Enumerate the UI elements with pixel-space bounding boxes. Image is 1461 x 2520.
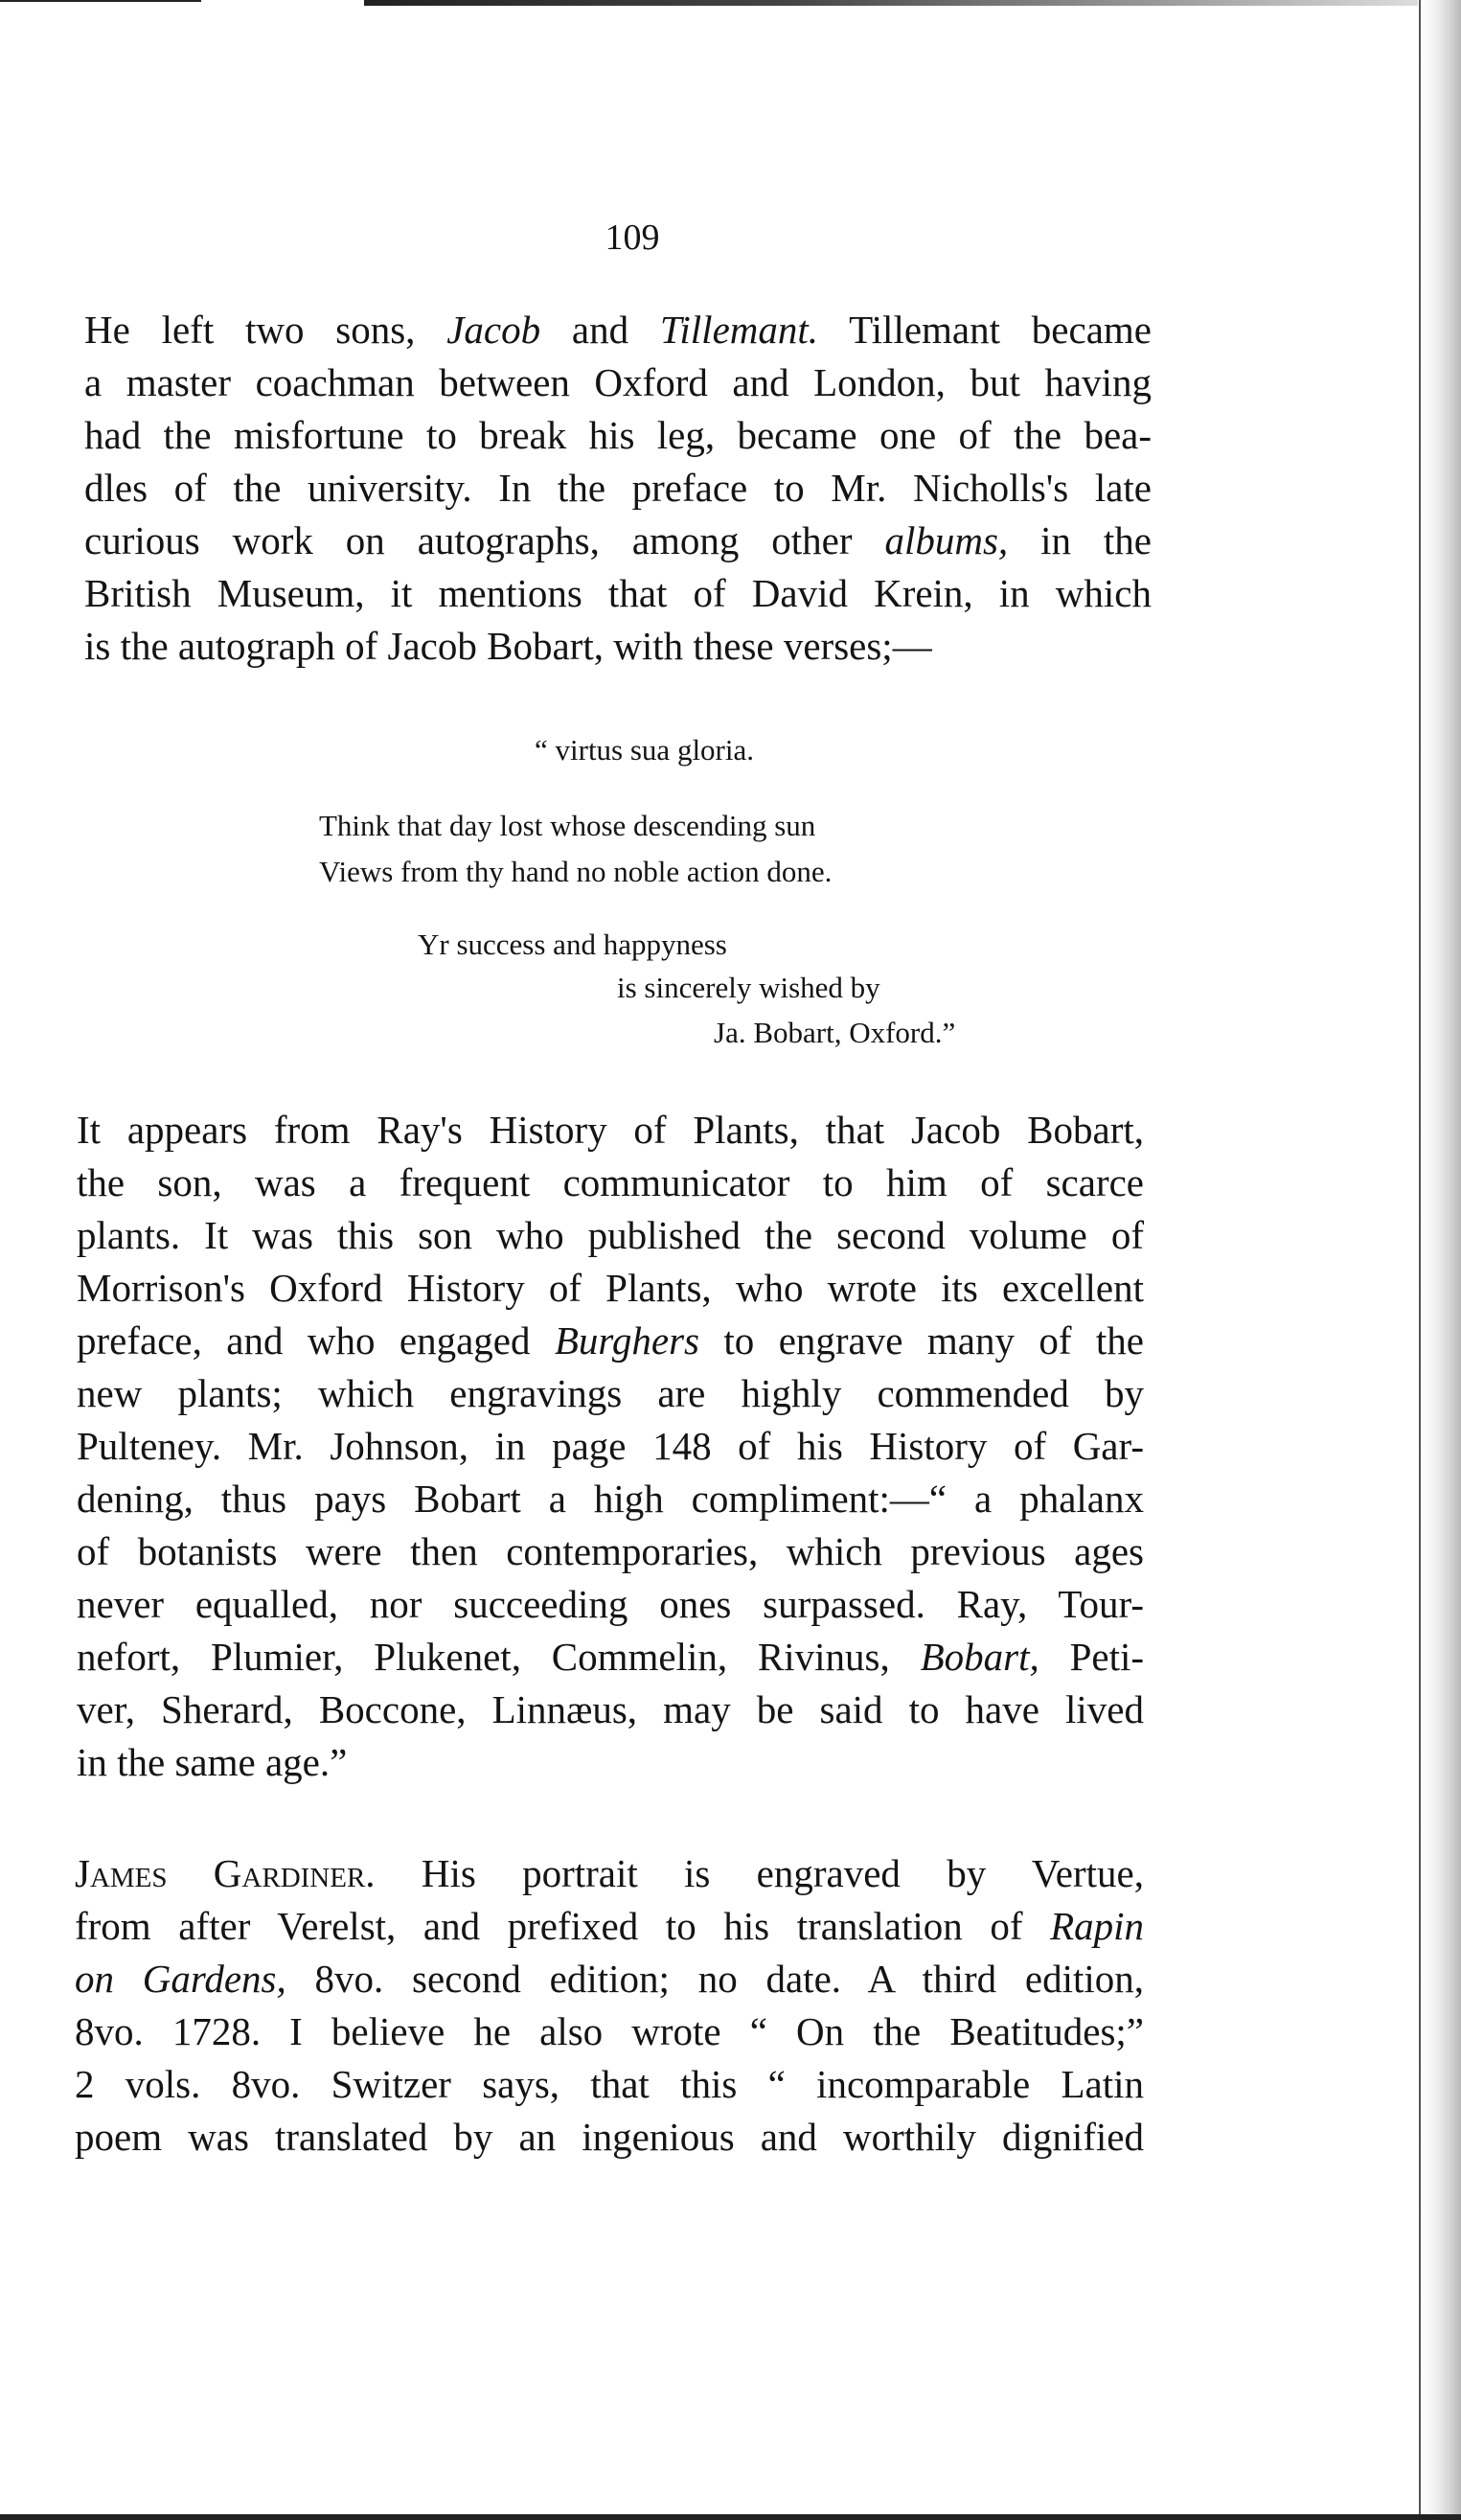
verse-signature: Ja. Bobart, Oxford.” [714, 1016, 956, 1049]
page-number: 109 [605, 218, 660, 258]
text-line: in the same age.” [77, 1740, 348, 1784]
book-spine-edge [1419, 0, 1461, 2520]
text-line: Morrison's Oxford History of Plants, who wrote its excellent [77, 1266, 1144, 1310]
paragraph-bobart-son [77, 1104, 1144, 1789]
text-line: a master coachman between Oxford and London, but having [84, 360, 1152, 404]
paragraph-bobart-sons [84, 304, 1152, 673]
verse-line: Views from thy hand no noble action done. [319, 855, 833, 888]
verse-closing-line: Yr success and happyness [418, 928, 727, 961]
text-line: preface, and who engaged Burghers to engrave many of the [77, 1318, 1145, 1363]
text-line: nefort, Plumier, Plukenet, Commelin, Rivinus, Bobart, Peti- [77, 1635, 1145, 1679]
verse-line: Think that day lost whose descending sun [319, 809, 816, 842]
text-line: never equalled, nor succeeding ones surpassed. Ray, Tour- [77, 1582, 1144, 1626]
verse-dash-rule [0, 0, 201, 2]
text-line: dles of the university. In the preface to Mr. Nicholls's late [84, 466, 1152, 510]
text-line: had the misfortune to break his leg, became one of the bea- [84, 413, 1152, 457]
page-border-line [1419, 0, 1421, 2520]
text-line: 8vo. 1728. I believe he also wrote “ On the Beatitudes;” [75, 2009, 1144, 2053]
entry-name: James Gardiner. [75, 1851, 376, 1895]
top-page-edge [364, 0, 1418, 6]
text-line: Pulteney. Mr. Johnson, in page 148 of his History of Gar- [77, 1424, 1144, 1468]
text-line: of botanists were then contemporaries, which previous ages [77, 1529, 1144, 1573]
text-line: dening, thus pays Bobart a high compliment:—“ a phalanx [77, 1477, 1144, 1521]
text-line: British Museum, it mentions that of David Krein, in which [84, 571, 1152, 615]
text-line: It appears from Ray's History of Plants, that Jacob Bobart, [77, 1108, 1144, 1152]
text-line: curious work on autographs, among other albums, in the [84, 518, 1153, 562]
text-line: He left two sons, Jacob and Tillemant. Tillemant became [84, 308, 1152, 352]
text-line: is the autograph of Jacob Bobart, with these verses;— [84, 624, 932, 668]
text-line: plants. It was this son who published the second volume of [77, 1213, 1144, 1257]
text-line: James Gardiner. His portrait is engraved by Vertue, [75, 1851, 1144, 1895]
text-line: on Gardens, 8vo. second edition; no date. A third edition, [75, 1957, 1144, 2001]
text-line: the son, was a frequent communicator to him of scarce [77, 1160, 1144, 1204]
text-line: from after Verelst, and prefixed to his translation of Rapin [75, 1904, 1144, 1948]
verse-closing-line: is sincerely wished by [617, 971, 880, 1004]
text-line: ver, Sherard, Boccone, Linnæus, may be said to have lived [77, 1687, 1144, 1731]
text-line: new plants; which engravings are highly commended by [77, 1371, 1144, 1415]
text-line: 2 vols. 8vo. Switzer says, that this “ incomparable Latin [75, 2062, 1144, 2106]
verse-motto: “ virtus sua gloria. [535, 733, 755, 767]
bottom-page-edge [0, 2514, 1461, 2520]
text-line: poem was translated by an ingenious and worthily dignified [75, 2115, 1144, 2159]
paragraph-james-gardiner [75, 1847, 1144, 2164]
